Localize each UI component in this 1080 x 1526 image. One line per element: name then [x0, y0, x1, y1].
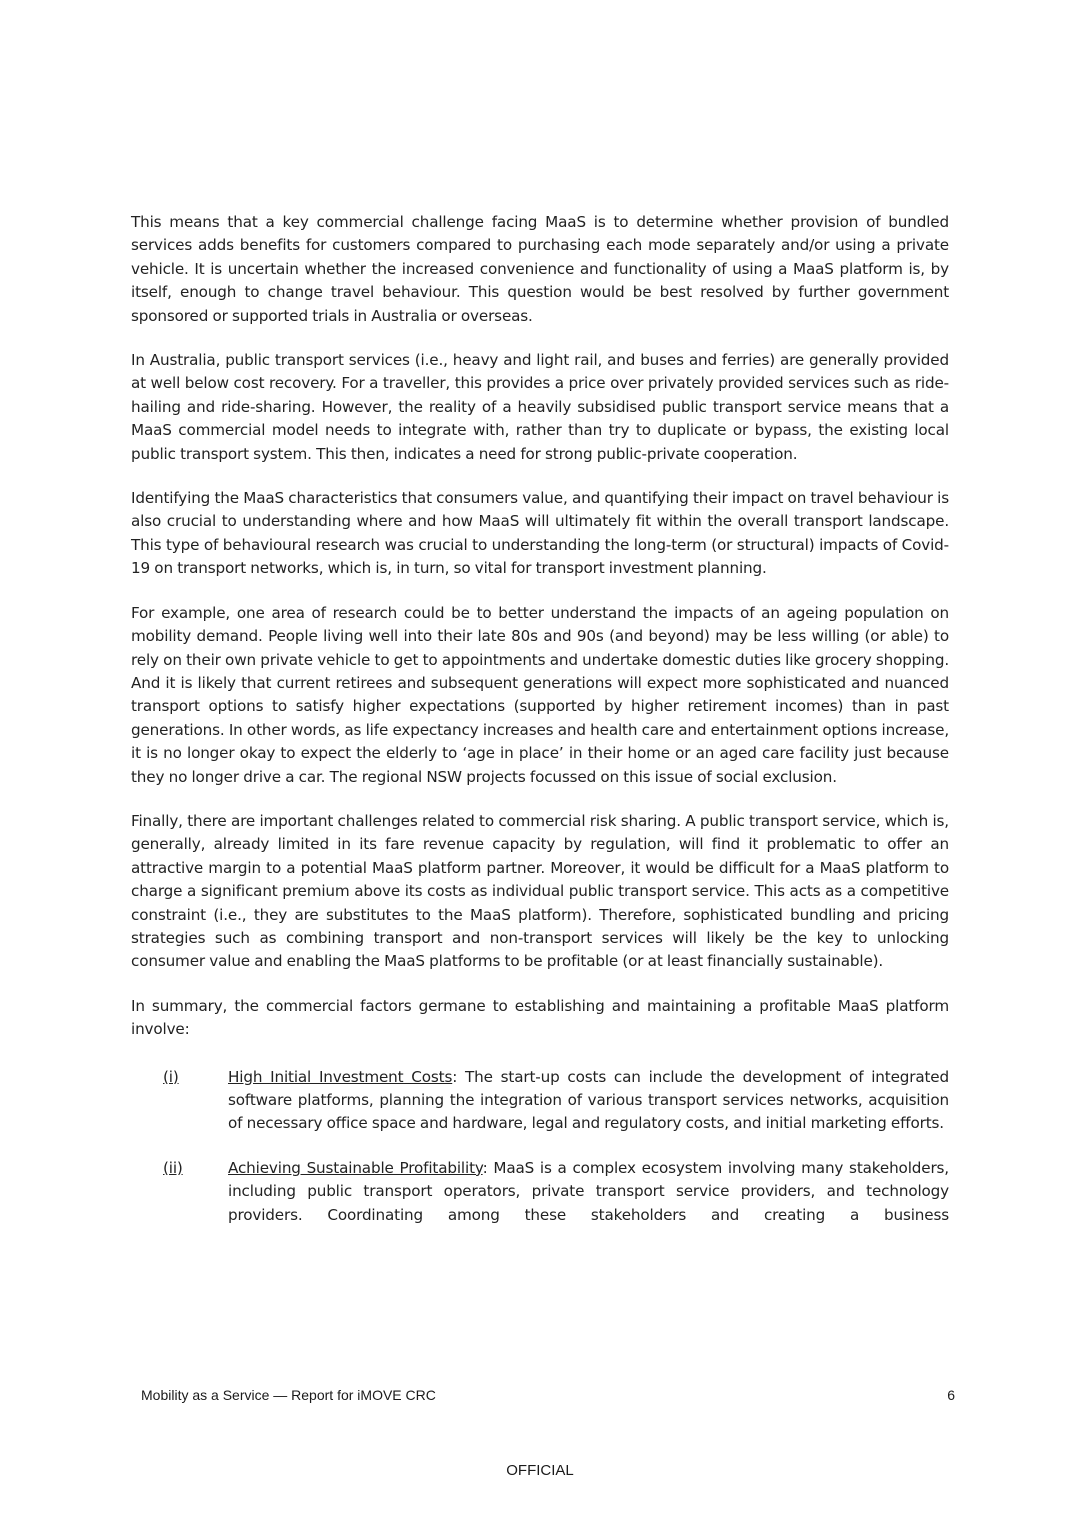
paragraph-ageing-population: For example, one area of research could be to better understand the impacts of an ageing population on mobility demand. People living well into their late 80s and 90s (and beyond) may be less willing (or able) to rely on their own private vehicle to get to appointments and undertake domestic duties like grocery shopping. And it is likely that current retirees and subsequent generations will expect more sophisticated and nuanced transport options to satisfy higher expectations (supported by higher retirement incomes) than in past generations. In other words, as life expectancy increases and health care and entertainment options increase, it is no longer okay to expect the elderly to ‘age in place’ in their home or an aged care facility just because they no longer drive a car. The regional NSW projects focussed on this issue of social exclusion. — [131, 603, 949, 786]
paragraph-bundled-services: This means that a key commercial challenge facing MaaS is to determine whether provision of bundled services adds benefits for customers compared to purchasing each mode separately and/or using a private vehicle. It is uncertain whether the increased convenience and functionality of using a MaaS platform is, by itself, enough to change travel behaviour. This question would be best resolved by further government sponsored or supported trials in Australia or overseas. — [131, 213, 949, 325]
list-item-initial-investment — [131, 1066, 949, 1136]
list-heading: Achieving Sustainable Profitability — [228, 1158, 483, 1177]
document-body — [131, 211, 949, 1248]
paragraph-public-transport-australia: In Australia, public transport services (i.e., heavy and light rail, and buses and ferries) are generally provided at well below cost recovery. For a traveller, this provides a price over privately provided services such as ride-hailing and ride-sharing. However, the reality of a heavily subsidised public transport service means that a MaaS commercial model needs to integrate with, rather than try to duplicate or bypass, the existing local public transport system. This then, indicates a need for strong public-private cooperation. — [131, 351, 949, 463]
list-heading: High Initial Investment Costs — [228, 1067, 453, 1086]
page-footer — [141, 1387, 955, 1403]
list-item-sustainable-profitability — [131, 1157, 949, 1227]
footer-title: Mobility as a Service — Report for iMOVE CRC — [141, 1387, 436, 1403]
classification-label: OFFICIAL — [506, 1462, 574, 1479]
list-text: : The start-up costs can include the development of integrated software platforms, planning the integration of various transport services networks, acquisition of necessary office space and hardware, legal and regulatory costs, and initial marketing efforts. — [228, 1067, 949, 1133]
paragraph-consumer-characteristics: Identifying the MaaS characteristics that consumers value, and quantifying their impact on travel behaviour is also crucial to understanding where and how MaaS will ultimately fit within the overall transport landscape. This type of behavioural research was crucial to understanding the long-term (or structural) impacts of Covid-19 on transport networks, which is, in turn, so vital for transport investment planning. — [131, 489, 949, 578]
page-number: 6 — [947, 1387, 955, 1403]
list-number: (i) — [163, 1067, 179, 1086]
list-body — [228, 1157, 949, 1227]
list-text: : MaaS is a complex ecosystem involving many stakeholders, including public transport operators, private transport service providers, and technology providers. Coordinating among these stakeholders and creating a business — [228, 1158, 949, 1224]
paragraph-summary-intro: In summary, the commercial factors germane to establishing and maintaining a profitable MaaS platform involve: — [131, 996, 949, 1039]
list-number: (ii) — [163, 1158, 183, 1177]
paragraph-commercial-risk-sharing: Finally, there are important challenges related to commercial risk sharing. A public transport service, which is, generally, already limited in its fare revenue capacity by regulation, will find it problematic to offer an attractive margin to a potential MaaS platform partner. Moreover, it would be difficult for a MaaS platform to charge a significant premium above its costs as individual public transport service. This acts as a competitive constraint (i.e., they are substitutes to the MaaS platform). Therefore, sophisticated bundling and pricing strategies such as combining transport and non-transport services will likely be the key to unlocking consumer value and enabling the MaaS platforms to be profitable (or at least financially sustainable). — [131, 811, 949, 971]
list-body — [228, 1066, 949, 1136]
